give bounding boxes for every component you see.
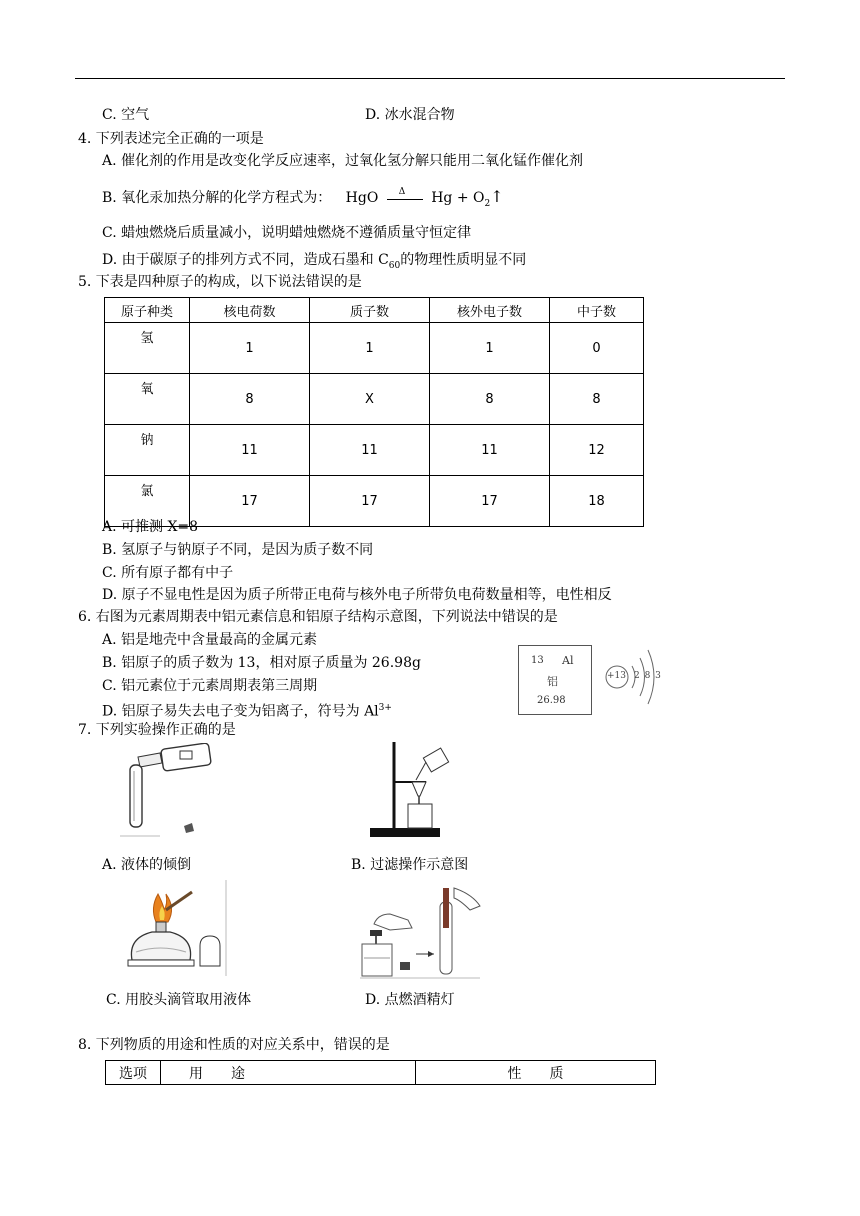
q4-equation-arrow [387, 186, 423, 200]
table-cell: 钠 [105, 425, 190, 476]
element-name: 铝 [547, 675, 558, 688]
table-cell: 11 [430, 425, 550, 476]
atom-table-header-cell: 中子数 [550, 298, 644, 323]
atom-table-header [105, 298, 644, 323]
q6-option-d [102, 699, 392, 721]
q4-option-b-prefix: B. 氧化汞加热分解的化学方程式为： [102, 190, 332, 206]
q4-option-d [102, 251, 526, 275]
element-symbol: Al [562, 654, 574, 667]
q6-option-a: A. 铝是地壳中含量最高的金属元素 [102, 632, 318, 648]
atom-table [104, 297, 644, 527]
q5-option-b: B. 氢原子与钠原子不同，是因为质子数不同 [102, 542, 374, 558]
table-cell: 17 [190, 476, 310, 527]
uses-table-header-cell: 选项 [106, 1061, 161, 1085]
table-cell: 11 [190, 425, 310, 476]
q4-option-a: A. 催化剂的作用是改变化学反应速率，过氧化氢分解只能用二氧化锰作催化剂 [102, 153, 584, 169]
q4-equation-right: Hg + O [431, 190, 485, 206]
q5-option-c: C. 所有原子都有中子 [102, 565, 234, 581]
q4-equation-condition: Δ [398, 186, 406, 197]
table-cell: X [310, 374, 430, 425]
q4-equation-left: HgO [345, 190, 379, 206]
q6-option-c: C. 铝元素位于元素周期表第三周期 [102, 678, 318, 694]
table-cell: 11 [310, 425, 430, 476]
q5-option-d: D. 原子不显电性是因为质子所带正电荷与核外电子所带负电荷数量相等，电性相反 [102, 587, 612, 603]
q4-option-d-suffix: 的物理性质明显不同 [400, 252, 527, 268]
uses-table-header-cell: 性 质 [416, 1061, 656, 1085]
q4-gas-arrow: ↑ [490, 187, 504, 206]
table-cell: 12 [550, 425, 644, 476]
uses-table-header-cell: 用 途 [161, 1061, 416, 1085]
table-row [105, 374, 644, 425]
table-cell: 1 [430, 323, 550, 374]
table-cell: 1 [190, 323, 310, 374]
table-cell: 17 [310, 476, 430, 527]
q6-stem: 6. 右图为元素周期表中铝元素信息和铝原子结构示意图，下列说法中错误的是 [78, 609, 558, 625]
q4-equation-sub: 2 [484, 198, 491, 209]
alcohol-lamp-illustration [122, 880, 227, 980]
q7-option-a: A. 液体的倾倒 [102, 857, 192, 873]
q8-stem: 8. 下列物质的用途和性质的对应关系中，错误的是 [78, 1037, 390, 1053]
q3-option-c: C. 空气 [102, 107, 150, 123]
q6-option-d-sup: 3+ [378, 703, 392, 713]
dropper-illustration [360, 884, 485, 980]
atom-structure-diagram [602, 640, 664, 718]
table-cell: 17 [430, 476, 550, 527]
table-cell: 氧 [105, 374, 190, 425]
atomic-mass: 26.98 [537, 695, 566, 706]
table-row [105, 323, 644, 374]
q7-option-c: C. 用胶头滴管取用液体 [106, 992, 252, 1008]
q4-option-b [102, 188, 504, 213]
table-cell: 8 [430, 374, 550, 425]
atom-table-header-cell: 原子种类 [105, 298, 190, 323]
q7-option-d: D. 点燃酒精灯 [365, 992, 455, 1008]
q7-option-b: B. 过滤操作示意图 [351, 857, 469, 873]
q7-stem: 7. 下列实验操作正确的是 [78, 722, 236, 738]
table-cell: 氢 [105, 323, 190, 374]
table-row [105, 425, 644, 476]
table-cell: 1 [310, 323, 430, 374]
filtration-illustration [368, 740, 458, 845]
atom-table-header-cell: 核电荷数 [190, 298, 310, 323]
header-rule [75, 78, 785, 79]
q5-stem: 5. 下表是四种原子的构成，以下说法错误的是 [78, 274, 362, 290]
atomic-number: 13 [531, 655, 544, 666]
atom-table-header-cell: 质子数 [310, 298, 430, 323]
uses-table [105, 1060, 656, 1085]
q4-option-d-sub: 60 [388, 260, 401, 271]
q6-option-b: B. 铝原子的质子数为 13，相对原子质量为 26.98g [102, 655, 421, 671]
q3-option-d: D. 冰水混合物 [365, 107, 455, 123]
q5-option-a: A. 可推测 X=8 [102, 519, 199, 535]
q6-option-d-text: D. 铝原子易失去电子变为铝离子，符号为 Al [102, 703, 379, 720]
atom-table-header-cell: 核外电子数 [430, 298, 550, 323]
q4-stem: 4. 下列表述完全正确的一项是 [78, 131, 264, 147]
liquid-pouring-illustration [120, 743, 215, 838]
uses-table-header [106, 1061, 656, 1085]
q4-option-c: C. 蜡烛燃烧后质量减小，说明蜡烛燃烧不遵循质量守恒定律 [102, 225, 472, 241]
table-cell: 0 [550, 323, 644, 374]
periodic-table-cell [518, 645, 592, 715]
table-cell: 8 [550, 374, 644, 425]
table-cell: 18 [550, 476, 644, 527]
nucleus-charge: +13 [607, 671, 626, 681]
table-cell: 8 [190, 374, 310, 425]
table-cell: 氯 [105, 476, 190, 527]
q4-option-d-prefix: D. 由于碳原子的排列方式不同，造成石墨和 C [102, 252, 389, 268]
electron-shells: 2 8 3 [634, 671, 662, 681]
